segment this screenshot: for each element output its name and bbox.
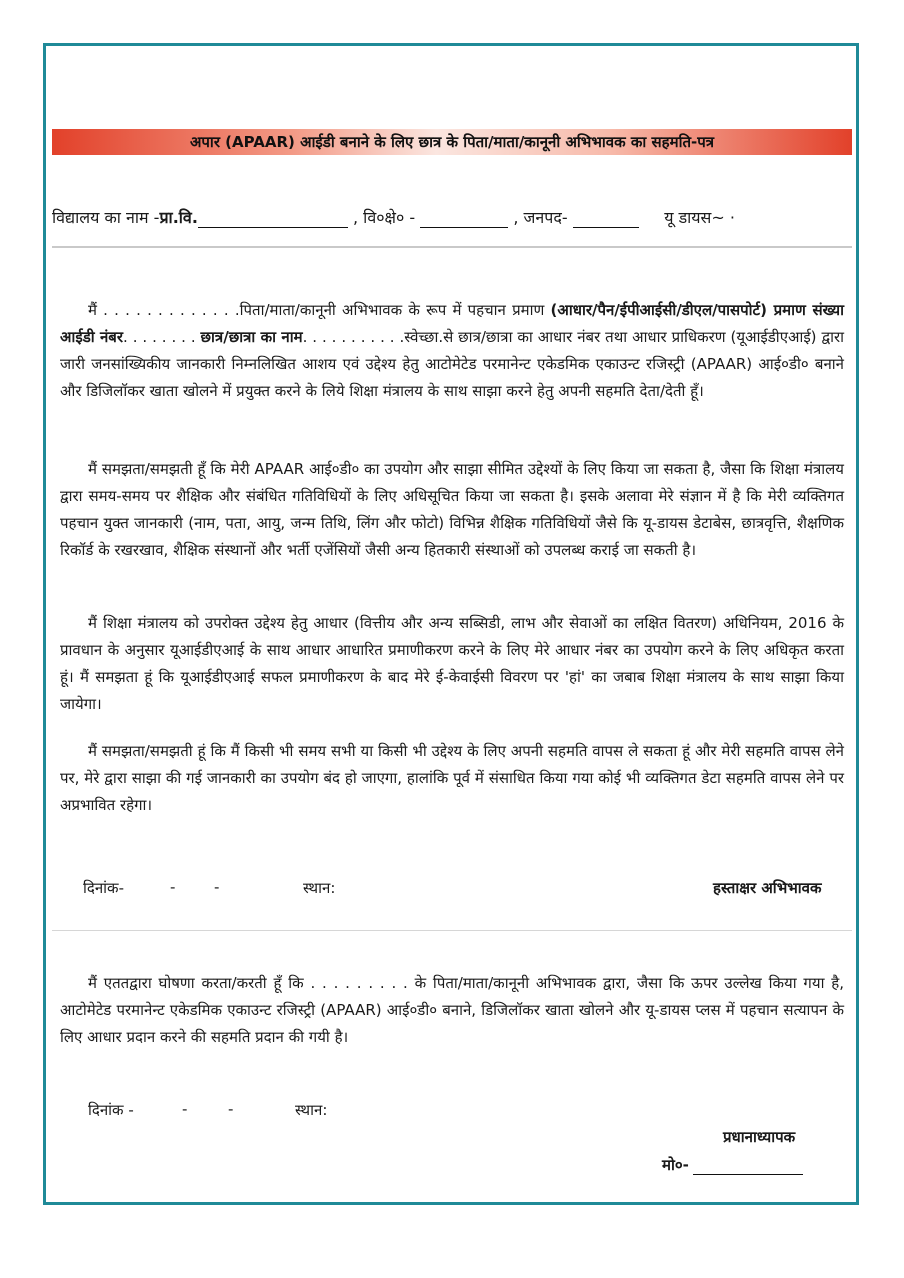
- para1-text-3: . . . . . . . . . . .स्वेच्छा.से छात्र/छात्रा का आधार नंबर तथा आधार प्राधिकरण (यूआईडीएआई) द्वारा जारी जनसांख्यिकीय जानकारी निम्नलिखित आशय एवं उद्देश्य हेतु आटोमेटेड परमानेन्ट एकेडमिक एकाउन्ट रजिस्ट्री (APAAR) आई०डी० बनाने और डिजिलॉकर खाता खोलने में प्रयुक्त करने के लिये शिक्षा मंत्रालय के साथ साझा करने हेतु अपनी सहमति देता/देती हूँ।: [60, 328, 844, 400]
- form-title: अपार (APAAR) आईडी बनाने के लिए छात्र के पिता/माता/कानूनी अभिभावक का सहमति-पत्र: [52, 129, 852, 155]
- mobile-label: [662, 1155, 803, 1175]
- mobile-label-text: मो०-: [662, 1156, 689, 1174]
- consent-paragraph-3: मैं शिक्षा मंत्रालय को उपरोक्त उद्देश्य हेतु आधार (वित्तीय और अन्य सब्सिडी, लाभ और सेवाओं का लक्षित वितरण) अधिनियम, 2016 के प्रावधान के अनुसार यूआईडीएआई के साथ आधार आधारित प्रमाणीकरण करने के लिए मेरे आधार नंबर का उपयोग करने के लिए अधिकृत करता हूं। मैं समझता हूं कि यूआईडीएआई सफल प्रमाणीकरण के बाद मेरे ई-केवाईसी विवरण पर 'हां' का जबाब शिक्षा मंत्रालय के साथ साझा किया जायेगा।: [60, 614, 844, 713]
- principal-label: प्रधानाध्यापक: [723, 1128, 796, 1146]
- school-name-field[interactable]: [198, 209, 348, 228]
- consent-paragraph-2: मैं समझता/समझती हूँ कि मेरी APAAR आई०डी० का उपयोग और साझा सीमित उद्देश्यों के लिए किया जा सकता है, जैसा कि शिक्षा मंत्रालय द्वारा समय-समय पर शैक्षिक और संबंधित गतिविधियों के लिए अधिसूचित किया जा सकता है। इसके अलावा मेरे संज्ञान में है कि मेरी व्यक्तिगत पहचान युक्त जानकारी (नाम, पता, आयु, जन्म तिथि, लिंग और फोटो) विभिन्न शैक्षिक गतिविधियों जैसे कि यू-डायस डेटाबेस, छात्रवृत्ति, शैक्षणिक रिकॉर्ड के रखरखाव, शैक्षिक संस्थानों और भर्ती एजेंसियों जैसी अन्य हितकारी संस्थाओं को उपलब्ध कराई जा सकती है।: [60, 460, 844, 559]
- school-name-label: विद्यालय का नाम -: [52, 208, 160, 227]
- block-field[interactable]: [420, 209, 508, 228]
- udise-label: यू डायस~ ·: [664, 208, 735, 227]
- date-dash-2a: -: [182, 1100, 188, 1118]
- date-label-1: दिनांक-: [83, 879, 124, 897]
- consent-paragraph-1: [60, 297, 844, 405]
- student-name-label: छात्र/छात्रा का नाम: [200, 328, 303, 346]
- block-label: , वि०क्षे० -: [353, 208, 416, 227]
- school-details-line: [52, 206, 852, 228]
- date-dash-1a: -: [170, 878, 176, 896]
- divider: [52, 246, 852, 248]
- district-label: , जनपद-: [513, 208, 568, 227]
- place-label-1: स्थान:: [303, 879, 336, 897]
- place-label-2: स्थान:: [295, 1101, 328, 1119]
- date-dash-2b: -: [228, 1100, 234, 1118]
- district-field[interactable]: [573, 209, 639, 228]
- date-dash-1b: -: [214, 878, 220, 896]
- consent-paragraph-4: मैं समझता/समझती हूं कि मैं किसी भी समय सभी या किसी भी उद्देश्य के लिए अपनी सहमति वापस ले सकता हूं और मेरी सहमति वापस लेने पर, मेरे द्वारा साझा की गई जानकारी का उपयोग बंद हो जाएगा, हालांकि पूर्व में संसाधित किया गया कोई भी व्यक्तिगत डेटा सहमति वापस लेने पर अप्रभावित रहेगा।: [60, 742, 844, 814]
- school-prefix: प्रा.वि.: [159, 208, 198, 227]
- divider-2: [52, 930, 852, 931]
- para1-text-1: मैं . . . . . . . . . . . . .पिता/माता/कानूनी अभिभावक के रूप में पहचान प्रमाण: [88, 301, 551, 319]
- guardian-signature-label: हस्ताक्षर अभिभावक: [713, 879, 822, 897]
- headmaster-declaration: मैं एततद्वारा घोषणा करता/करती हूँ कि . . . . . . . . . के पिता/माता/कानूनी अभिभावक द्वारा, जैसा कि ऊपर उल्लेख किया गया है, आटोमेटेड परमानेन्ट एकेडमिक एकाउन्ट रजिस्ट्री (APAAR) आई०डी० बनाने, डिजिलॉकर खाता खोलने और यू-डायस प्लस में पहचान सत्यापन के लिए आधार प्रदान करने की सहमति प्रदान की गयी है।: [60, 974, 844, 1046]
- para1-text-2: . . . . . . . .: [123, 328, 201, 346]
- id-proof-label: (आधार/पैन/ईपीआईसी/डीएल/पासपोर्ट) प्रमाण संख्या आईडी नंबर: [60, 301, 845, 346]
- mobile-field[interactable]: [693, 1158, 803, 1175]
- date-label-2: दिनांक -: [88, 1101, 134, 1119]
